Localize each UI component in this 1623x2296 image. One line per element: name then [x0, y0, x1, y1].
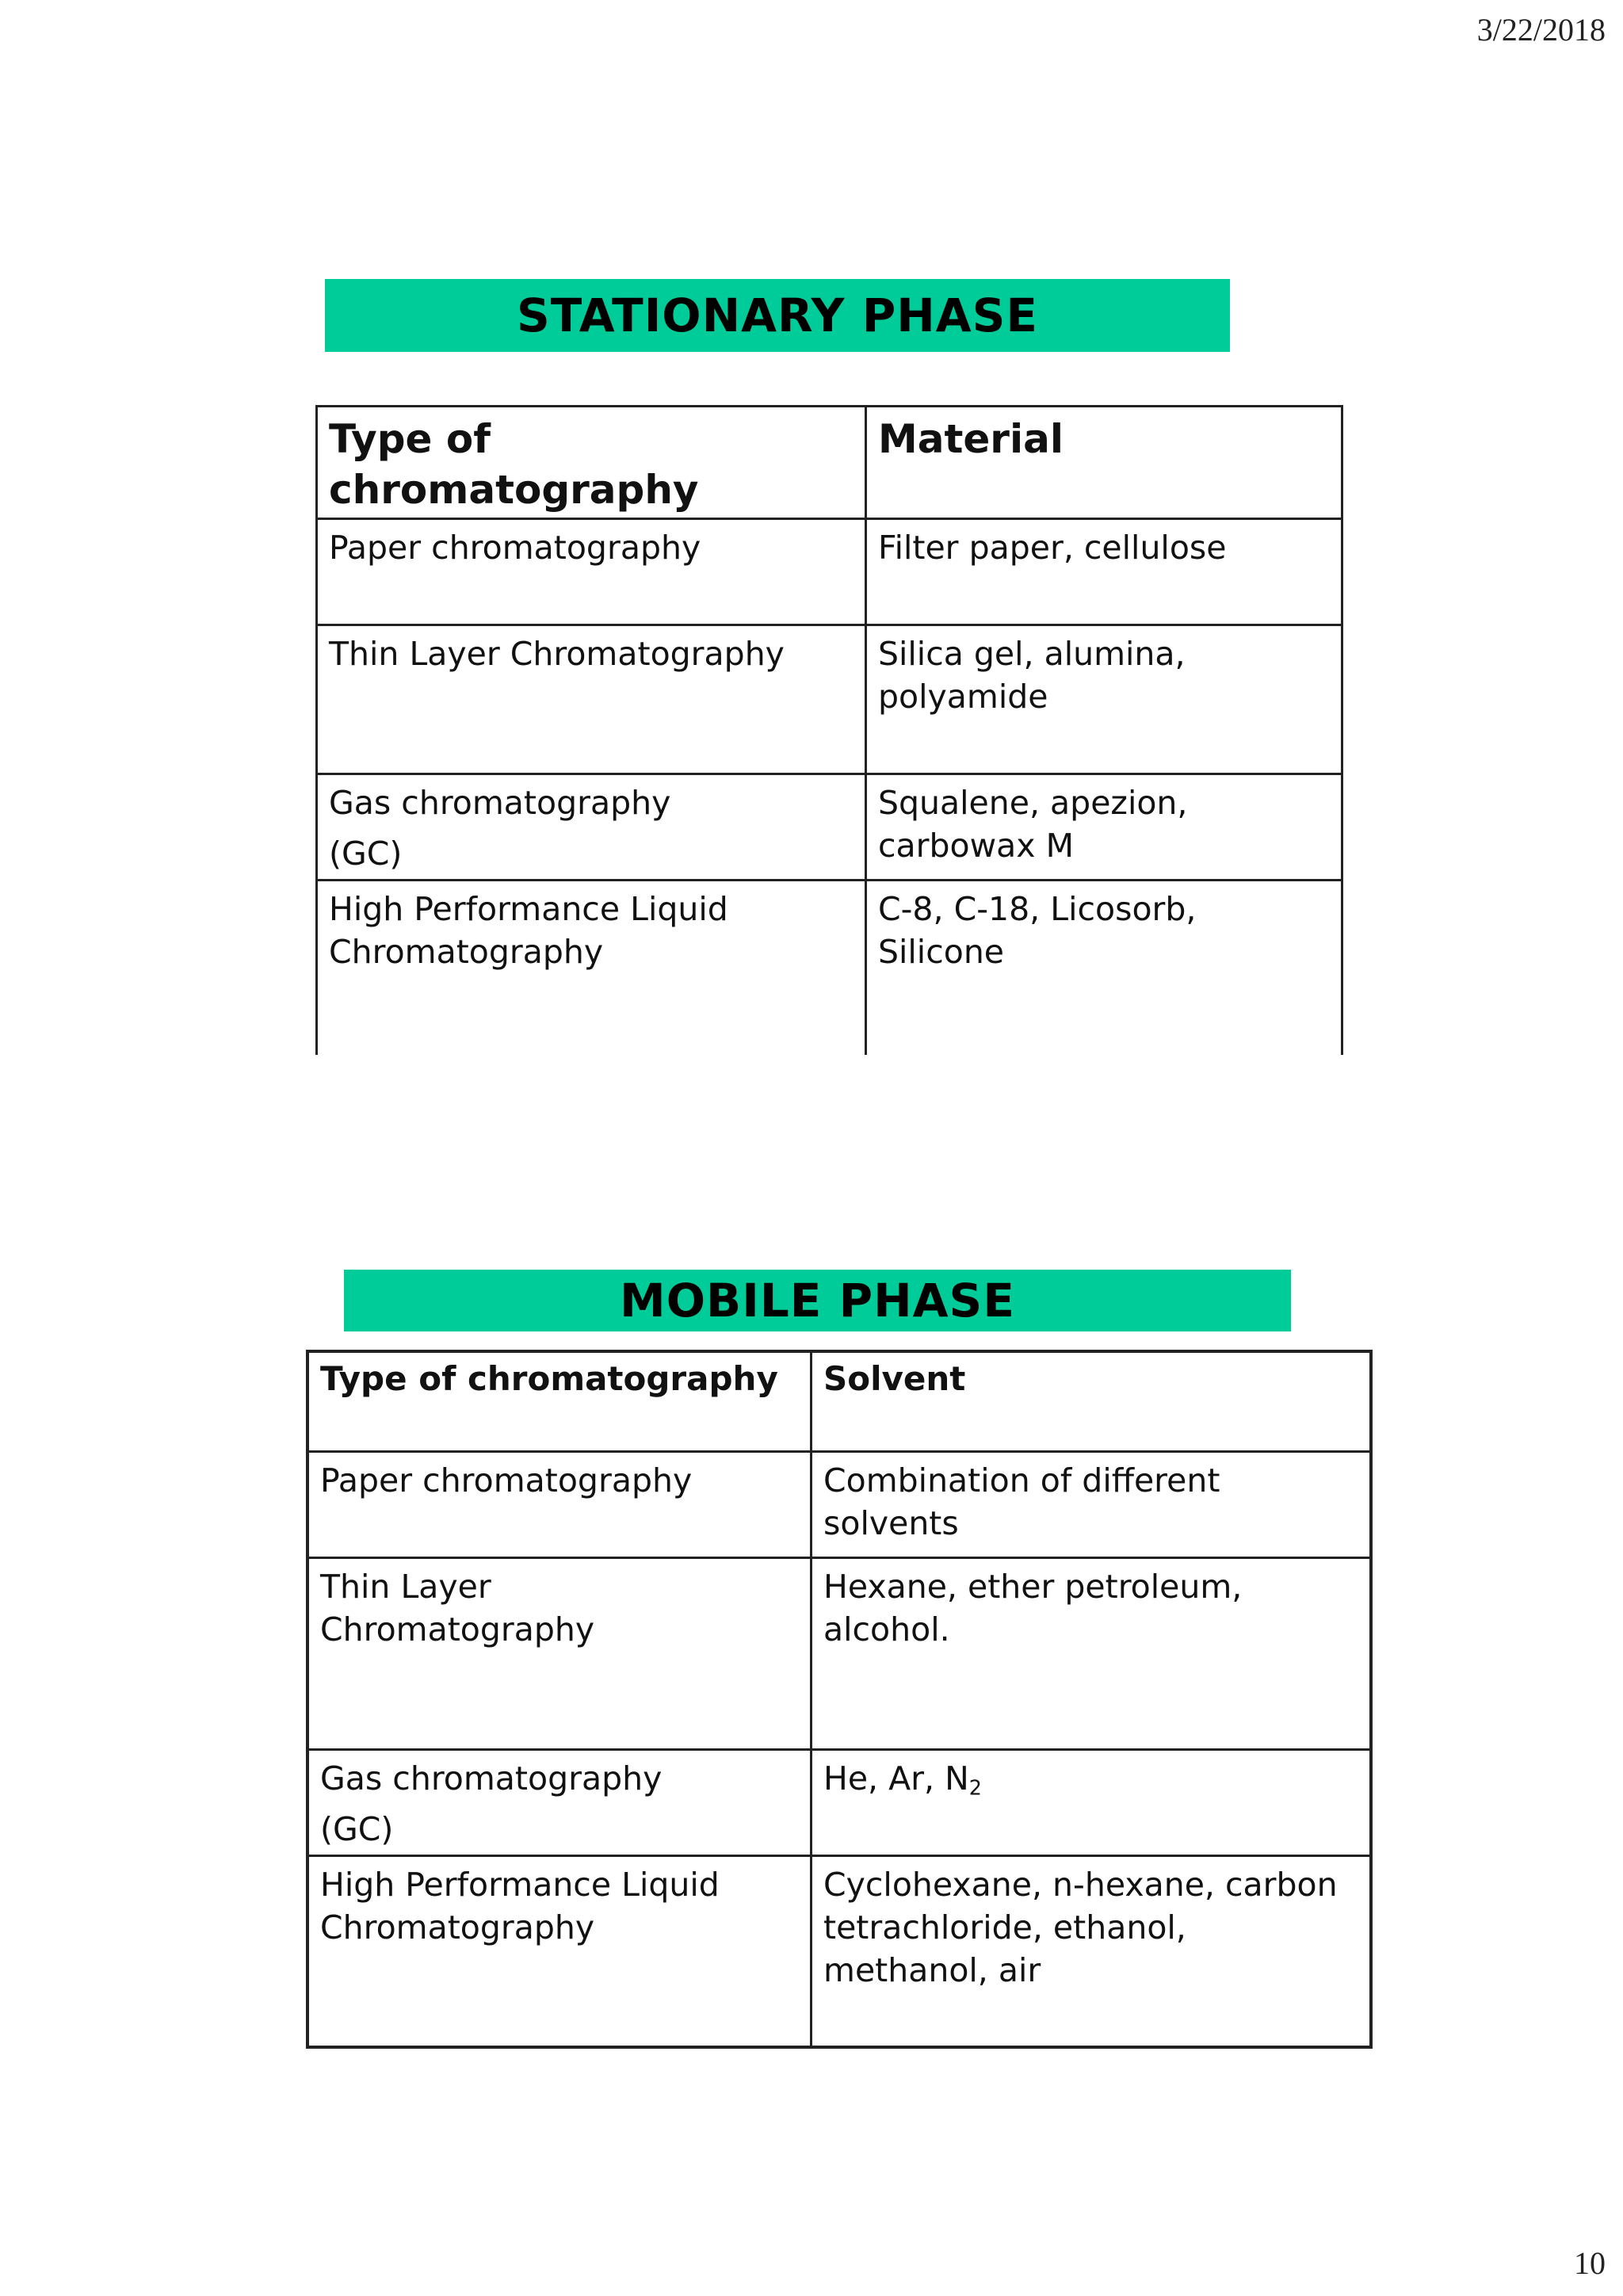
table-row: [307, 1557, 1371, 1749]
header-type-cell: Type of chromatography: [307, 1351, 812, 1451]
table-row: [317, 625, 1342, 774]
table-row: [307, 1749, 1371, 1855]
header-type-cell: Type of chromatography: [317, 407, 866, 519]
solvent-line: Combination of different: [823, 1461, 1220, 1499]
page-date: 3/22/2018: [1476, 12, 1606, 48]
type-line: Thin Layer: [320, 1567, 491, 1606]
solvent-cell: [812, 1855, 1372, 2047]
type-line: High Performance Liquid: [320, 1865, 720, 1904]
material-line: C-8, C-18, Licosorb,: [878, 890, 1197, 928]
material-line: Squalene, apezion,: [878, 784, 1188, 822]
table-header-row: [307, 1351, 1371, 1451]
material-cell: [866, 881, 1342, 1055]
header-solvent-cell: Solvent: [812, 1351, 1372, 1451]
type-line: High Performance Liquid: [329, 890, 728, 928]
type-line: Chromatography: [329, 933, 604, 971]
type-cell: [317, 774, 866, 881]
type-line: (GC): [329, 835, 403, 873]
solvent-line: Hexane, ether petroleum,: [823, 1567, 1243, 1606]
table-row: [307, 1451, 1371, 1557]
type-cell: [307, 1855, 812, 2047]
material-cell: Filter paper, cellulose: [866, 519, 1342, 625]
material-line: polyamide: [878, 678, 1048, 716]
solvent-line: solvents: [823, 1503, 959, 1542]
table-row: [317, 881, 1342, 1055]
solvent-cell: [812, 1451, 1372, 1557]
type-cell: [307, 1557, 812, 1749]
material-cell: [866, 774, 1342, 881]
mobile-phase-title: MOBILE PHASE: [344, 1270, 1291, 1331]
type-line: (GC): [320, 1809, 394, 1848]
table-row: [317, 519, 1342, 625]
type-line: Chromatography: [320, 1908, 595, 1946]
type-line: Gas chromatography: [320, 1759, 663, 1797]
material-line: Silicone: [878, 933, 1005, 971]
material-line: Silica gel, alumina,: [878, 635, 1186, 673]
type-line: Chromatography: [320, 1610, 595, 1648]
material-line: carbowax M: [878, 827, 1074, 865]
type-cell: Paper chromatography: [317, 519, 866, 625]
type-cell: Paper chromatography: [307, 1451, 812, 1557]
type-cell: [307, 1749, 812, 1855]
type-line: Gas chromatography: [329, 784, 671, 822]
solvent-cell: [812, 1749, 1372, 1855]
solvent-line: alcohol.: [823, 1610, 950, 1648]
stationary-phase-table: [315, 405, 1343, 1055]
header-material-cell: Material: [866, 407, 1342, 519]
type-cell: [317, 881, 866, 1055]
subscript-text: 2: [968, 1775, 982, 1799]
mobile-phase-table: [306, 1350, 1373, 2049]
table-row: [307, 1855, 1371, 2047]
table-row: [317, 774, 1342, 881]
table-header-row: [317, 407, 1342, 519]
material-cell: [866, 625, 1342, 774]
type-cell: Thin Layer Chromatography: [317, 625, 866, 774]
solvent-line: Cyclohexane, n-hexane, carbon: [823, 1865, 1338, 1904]
stationary-phase-title: STATIONARY PHASE: [325, 279, 1230, 352]
solvent-line: methanol, air: [823, 1950, 1041, 1989]
solvent-line: tetrachloride, ethanol,: [823, 1908, 1186, 1946]
page-number: 10: [1574, 2245, 1606, 2281]
solvent-cell: [812, 1557, 1372, 1749]
solvent-text: He, Ar, N: [823, 1759, 969, 1797]
